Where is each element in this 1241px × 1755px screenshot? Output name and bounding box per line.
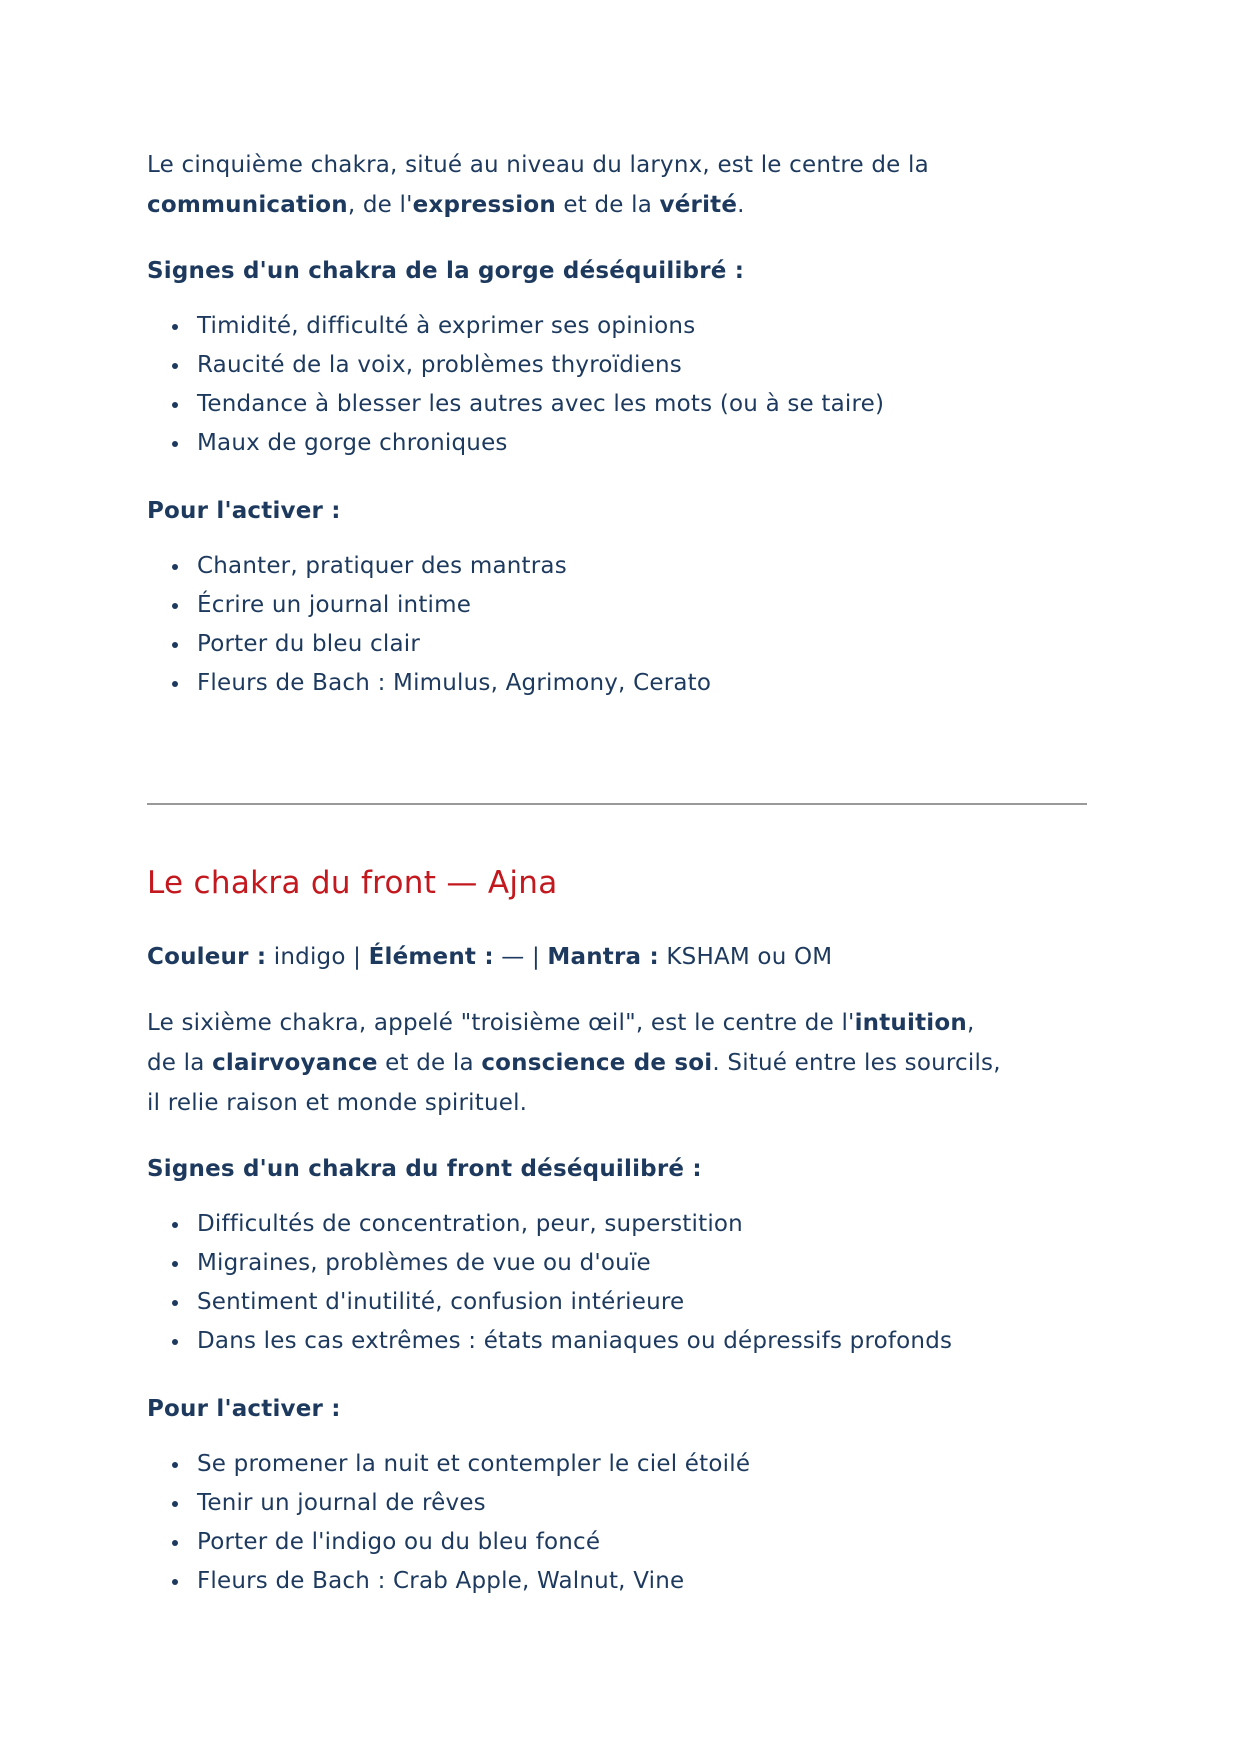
meta-value-mantra: KSHAM ou OM: [658, 944, 833, 970]
section-title-ajna: Le chakra du front — Ajna: [147, 865, 558, 901]
list-item: • Chanter, pratiquer des mantras: [191, 547, 1111, 586]
intro-ajna-segment: et de la: [377, 1050, 482, 1076]
activate-heading-ajna: Pour l'activer :: [147, 1396, 341, 1422]
intro-ajna-bold-clairvoyance: clairvoyance: [212, 1050, 378, 1076]
meta-label-mantra: Mantra :: [547, 944, 659, 970]
list-item: • Tenir un journal de rêves: [191, 1484, 1111, 1523]
list-item: • Difficultés de concentration, peur, superstition: [191, 1205, 1111, 1244]
list-item: • Dans les cas extrêmes : états maniaques ou dépressifs profonds: [191, 1322, 1111, 1361]
meta-label-element: Élément :: [368, 944, 494, 970]
signs-list-ajna: [147, 1205, 1111, 1361]
intro-ajna-segment: . Situé entre les sourcils,: [712, 1050, 1001, 1076]
intro-ajna-segment: de la: [147, 1050, 213, 1076]
activate-list-ajna: [147, 1445, 1111, 1601]
activate-list-throat: [147, 547, 1111, 703]
meta-line-ajna: [147, 937, 1111, 977]
list-item: • Timidité, difficulté à exprimer ses opinions: [191, 307, 1111, 346]
intro-ajna-bold-intuition: intuition: [854, 1010, 967, 1036]
intro-ajna-bold-conscience: conscience de soi: [481, 1050, 713, 1076]
list-item: • Sentiment d'inutilité, confusion intérieure: [191, 1283, 1111, 1322]
list-item: • Se promener la nuit et contempler le ciel étoilé: [191, 1445, 1111, 1484]
intro-ajna-segment: ,: [966, 1010, 975, 1036]
signs-heading-throat: Signes d'un chakra de la gorge déséquilibré :: [147, 258, 745, 284]
intro-throat-segment: .: [737, 192, 745, 218]
intro-throat-bold-expression: expression: [412, 192, 556, 218]
intro-throat-segment: Le cinquième chakra, situé au niveau du larynx, est le centre de la: [147, 152, 929, 178]
intro-ajna-segment: il relie raison et monde spirituel.: [147, 1090, 528, 1116]
section-divider: [147, 803, 1087, 805]
list-item: • Fleurs de Bach : Crab Apple, Walnut, Vine: [191, 1562, 1111, 1601]
list-item: • Écrire un journal intime: [191, 586, 1111, 625]
meta-label-couleur: Couleur :: [147, 944, 267, 970]
meta-value-element: — |: [493, 944, 548, 970]
intro-throat-bold-verite: vérité: [659, 192, 738, 218]
activate-heading-throat: Pour l'activer :: [147, 498, 341, 524]
signs-heading-ajna: Signes d'un chakra du front déséquilibré :: [147, 1156, 702, 1182]
intro-paragraph-ajna: [147, 1003, 1111, 1123]
intro-throat-segment: , de l': [347, 192, 413, 218]
list-item: • Porter de l'indigo ou du bleu foncé: [191, 1523, 1111, 1562]
intro-throat-segment: et de la: [555, 192, 660, 218]
list-item: • Fleurs de Bach : Mimulus, Agrimony, Cerato: [191, 664, 1111, 703]
list-item: • Raucité de la voix, problèmes thyroïdiens: [191, 346, 1111, 385]
intro-throat-bold-communication: communication: [147, 192, 348, 218]
intro-paragraph-throat: [147, 145, 1111, 225]
signs-list-throat: [147, 307, 1111, 463]
list-item: • Maux de gorge chroniques: [191, 424, 1111, 463]
intro-ajna-segment: Le sixième chakra, appelé "troisième œil", est le centre de l': [147, 1010, 855, 1036]
list-item: • Migraines, problèmes de vue ou d'ouïe: [191, 1244, 1111, 1283]
meta-value-couleur: indigo |: [266, 944, 369, 970]
list-item: • Porter du bleu clair: [191, 625, 1111, 664]
list-item: • Tendance à blesser les autres avec les mots (ou à se taire): [191, 385, 1111, 424]
